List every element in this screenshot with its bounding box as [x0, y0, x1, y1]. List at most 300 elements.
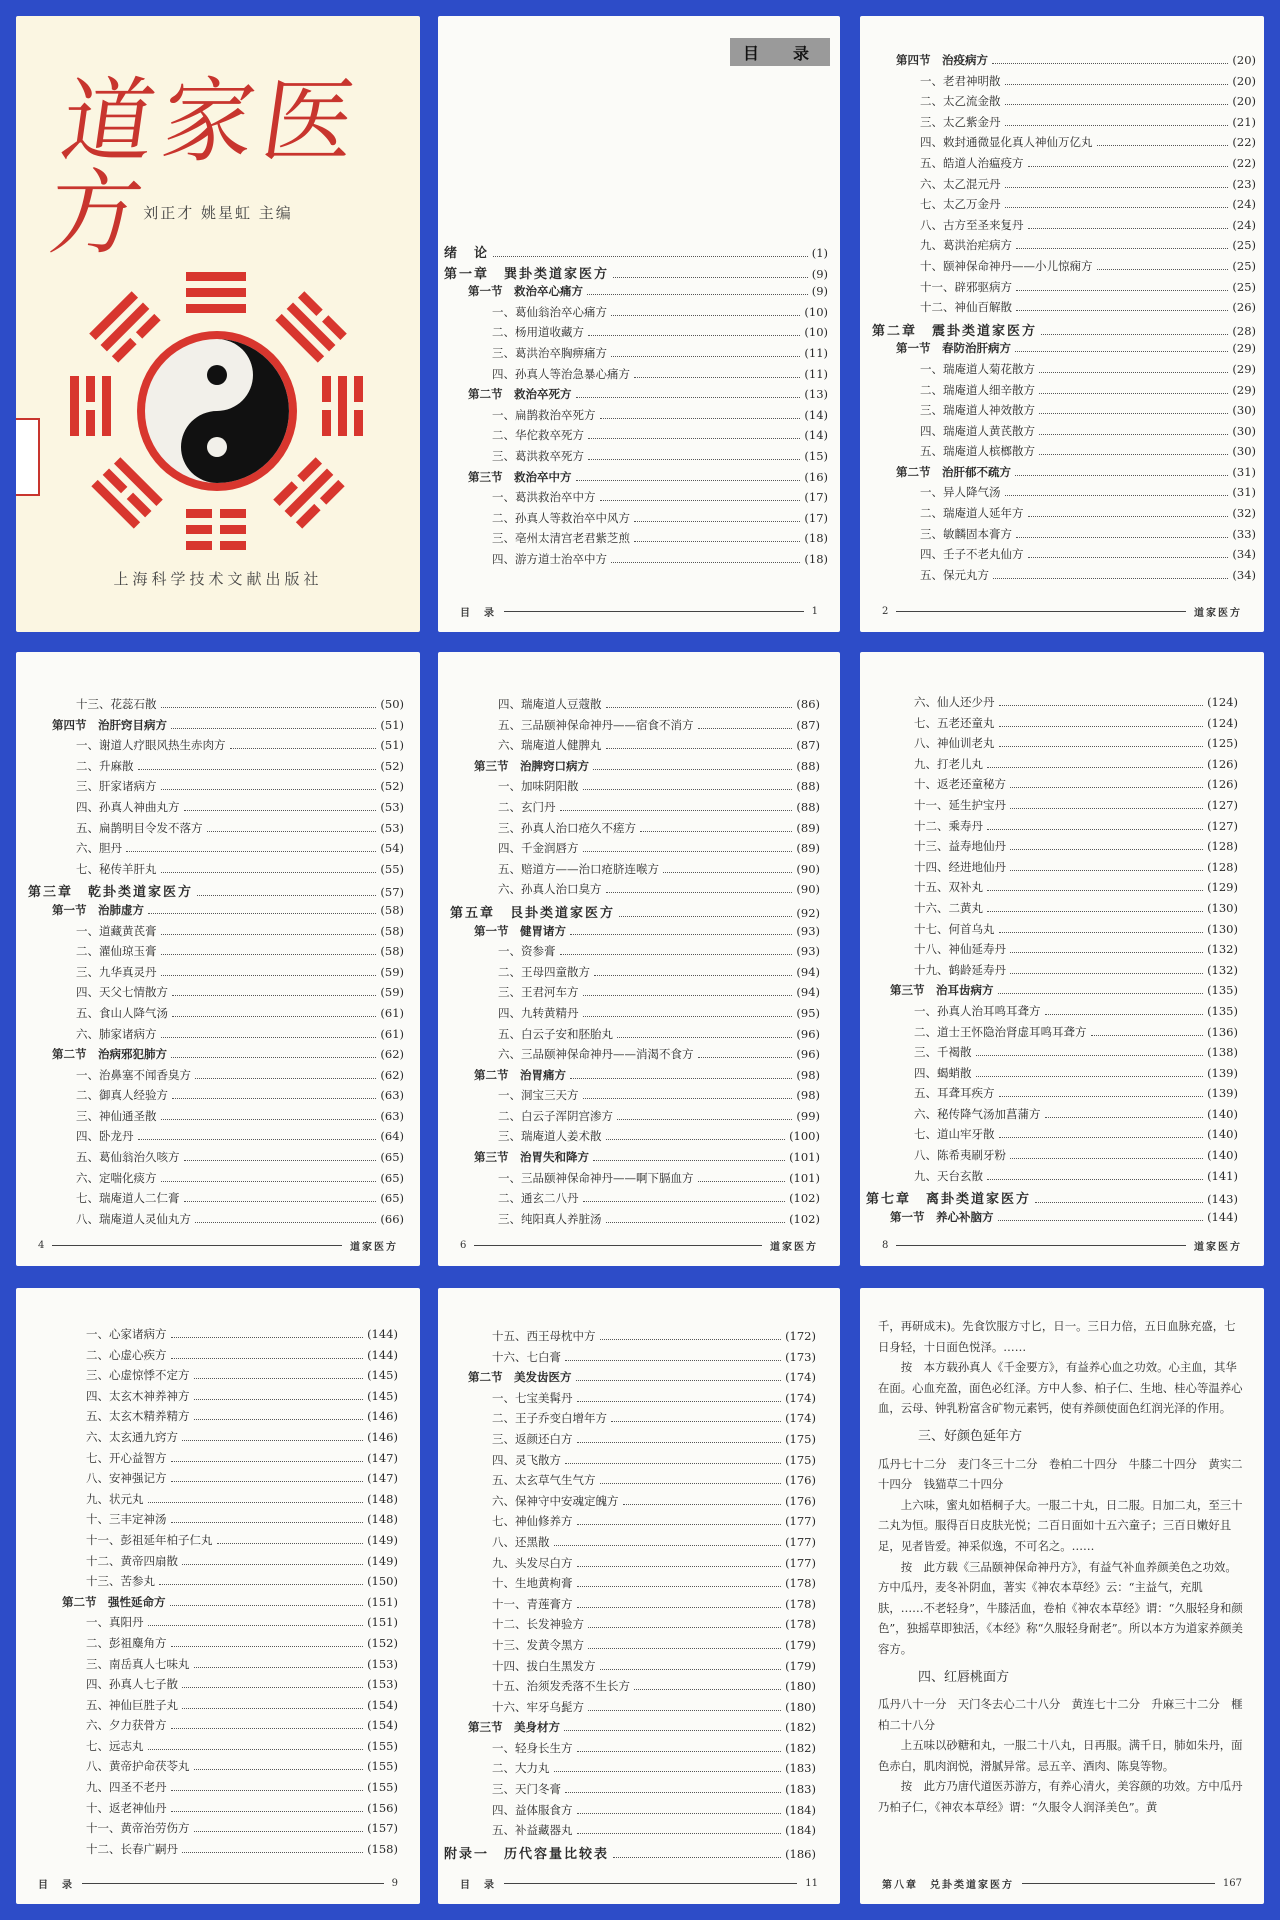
toc-entry [38, 1408, 398, 1429]
toc-leader-dots [1015, 342, 1228, 352]
toc-entry-title: 八、安神强记方 [86, 1471, 167, 1486]
toc-entry-title: 一、七宝美髯丹 [492, 1390, 573, 1405]
toc-page-number: (155) [367, 1759, 398, 1774]
paragraph: 上六味，蜜丸如梧桐子大。一服二十丸，日二服。日加二丸，至三十二丸为恒。服得百日皮肤光悦；二百日面如十五六童子；三百日嫩好且足，见者皆爱。神采似逸，不可名之。…… [878, 1497, 1243, 1553]
toc-entry-title: 一、洞宝三天方 [498, 1088, 579, 1103]
toc-entry-title: 十五、双补丸 [914, 880, 983, 895]
toc-entry-title: 一、孙真人治耳鸣耳聋方 [914, 1003, 1041, 1018]
toc-entry [866, 962, 1238, 983]
toc-page-number: (135) [1207, 1003, 1238, 1018]
toc-entry-title: 九、天台玄散 [914, 1168, 983, 1183]
toc-entry-title: 一、真阳丹 [86, 1615, 144, 1630]
toc-entry [450, 778, 820, 799]
toc-page-number: (14) [804, 407, 828, 422]
toc-entry [872, 237, 1256, 258]
toc-entry [866, 1209, 1238, 1230]
toc-entry [38, 1491, 398, 1512]
toc-entry [38, 1841, 398, 1862]
toc-leader-dots [999, 1087, 1204, 1097]
toc-entry-title: 五、扁鹊明目令发不落方 [76, 820, 203, 835]
toc-leader-dots [171, 1513, 364, 1523]
toc-entry-title: 十四、拔白生黑发方 [492, 1658, 596, 1673]
toc-entry-title: 八、古方至圣来复丹 [920, 217, 1024, 232]
toc-entry-title: 五、保元丸方 [920, 567, 989, 582]
toc-page-number: (128) [1207, 859, 1238, 874]
toc-page-number: (126) [1207, 777, 1238, 792]
toc-page-number: (143) [1207, 1192, 1238, 1207]
toc-entry [38, 1470, 398, 1491]
toc-entry-title: 二、王子乔变白增年方 [492, 1411, 607, 1426]
toc-entry-title: 十一、延生护宝丹 [914, 797, 1006, 812]
toc-entry [450, 1149, 820, 1170]
toc-entry-title: 六、三品颐神保命神丹——消渴不食方 [498, 1047, 694, 1062]
toc-leader-dots [1097, 260, 1229, 270]
toc-entry-title: 四、九转黄精丹 [498, 1005, 579, 1020]
toc-leader-dots [171, 1637, 364, 1647]
toc-page-number: (152) [367, 1635, 398, 1650]
toc-entry [866, 982, 1238, 1003]
toc-entry-title: 一、轻身长生方 [492, 1740, 573, 1755]
toc-entry-title: 十一、辟邪驱病方 [920, 279, 1012, 294]
toc-entry-title: 十、返老神仙丹 [86, 1800, 167, 1815]
toc-leader-dots [194, 1822, 364, 1832]
toc-leader-dots [194, 1390, 364, 1400]
toc-entry [38, 1635, 398, 1656]
toc-entry [872, 258, 1256, 279]
toc-leader-dots [194, 1369, 364, 1379]
toc-entry-title: 八、黄帝护命茯苓丸 [86, 1759, 190, 1774]
toc-leader-dots [576, 471, 801, 481]
toc-leader-dots [606, 1130, 786, 1140]
page-footer: 2 道家医方 [882, 605, 1242, 619]
toc-page-number: (128) [1207, 839, 1238, 854]
toc-page-number: (20) [1232, 73, 1256, 88]
toc-entry [28, 964, 404, 985]
toc-page-number: (52) [380, 779, 404, 794]
toc-page-number: (138) [1207, 1045, 1238, 1060]
toc-entry-title: 五、三品颐神保命神丹——宿食不消方 [498, 717, 694, 732]
toc-leader-dots [992, 54, 1228, 64]
toc-entry-title: 五、神仙巨胜子丸 [86, 1697, 178, 1712]
toc-entry [872, 217, 1256, 238]
toc-leader-dots [1016, 281, 1228, 291]
toc-entry-title: 五、补益藏器丸 [492, 1823, 573, 1838]
toc-entry-title: 十三、花蕊石散 [76, 697, 157, 711]
toc-leader-dots [577, 1557, 782, 1567]
toc-entry-title: 五、耳聋耳疾方 [914, 1086, 995, 1101]
toc-entry-title: 六、夕力获骨方 [86, 1718, 167, 1733]
toc-page-number: (22) [1232, 135, 1256, 150]
toc-entry-title: 一、三品颐神保命神丹——啊下膈血方 [498, 1170, 694, 1185]
toc-entry-title: 附录一 历代容量比较表 [444, 1846, 610, 1862]
toc-entry-title: 二、大力丸 [492, 1761, 550, 1776]
toc-entry-title: 三、南岳真人七味丸 [86, 1656, 190, 1671]
toc-entry [872, 402, 1256, 423]
toc-entry-title: 第一节 治肺虚方 [52, 902, 144, 917]
toc-entry [38, 1656, 398, 1677]
toc-leader-dots [148, 904, 376, 914]
toc-leader-dots [611, 553, 800, 563]
toc-entry-title: 三、葛洪救卒死方 [492, 448, 584, 463]
toc-entry [866, 1126, 1238, 1147]
toc-entry [38, 1553, 398, 1574]
toc-entry [444, 1658, 816, 1679]
toc-page-number: (140) [1207, 1106, 1238, 1121]
toc-entry [450, 984, 820, 1005]
toc-entry-title: 第三章 乾卦类道家医方 [28, 885, 194, 901]
toc-page-number: (87) [796, 717, 820, 732]
toc-leader-dots [171, 1719, 364, 1729]
toc-entry [444, 427, 828, 448]
toc-leader-dots [593, 760, 792, 770]
toc-page-number: (66) [380, 1211, 404, 1226]
toc-entry [444, 1699, 816, 1720]
toc-entry [866, 776, 1238, 797]
toc-entry [450, 799, 820, 820]
toc-entry-title: 七、神仙修养方 [492, 1514, 573, 1529]
toc-entry [38, 1450, 398, 1471]
toc-leader-dots [184, 1151, 377, 1161]
toc-leader-dots [577, 1804, 782, 1814]
toc-entry [872, 464, 1256, 485]
toc-leader-dots [577, 1577, 782, 1587]
toc-entry-title: 第三节 救治卒中方 [468, 469, 572, 484]
toc-leader-dots [577, 1598, 782, 1608]
toc-entry [444, 1555, 816, 1576]
toc-entry-title: 七、开心益智方 [86, 1450, 167, 1465]
toc-page-number: (58) [380, 923, 404, 938]
toc-entry-title: 七、五老还童丸 [914, 715, 995, 730]
toc-leader-dots [576, 388, 801, 398]
toc-page-number: (20) [1232, 53, 1256, 67]
toc-entry-title: 六、秘传降气汤加菖蒲方 [914, 1106, 1041, 1121]
toc-leader-dots [1005, 75, 1229, 85]
toc-entry-title: 第二节 治胃痛方 [474, 1067, 566, 1082]
toc-page-number: (88) [796, 779, 820, 794]
toc-page-number: (51) [380, 717, 404, 732]
toc-leader-dots [613, 268, 808, 278]
toc-entry [38, 1532, 398, 1553]
toc-entry [444, 1410, 816, 1431]
toc-page-number: (31) [1232, 464, 1256, 479]
toc-entry [444, 1822, 816, 1843]
toc-leader-dots [172, 1089, 376, 1099]
toc-leader-dots [138, 1130, 377, 1140]
toc-leader-dots [161, 966, 377, 976]
toc-page-number: (135) [1207, 983, 1238, 998]
toc-entry [450, 758, 820, 779]
toc-entry [38, 1429, 398, 1450]
toc-page-2 [860, 16, 1264, 632]
toc-entry [444, 1431, 816, 1452]
toc-leader-dots [1039, 425, 1228, 435]
toc-entry-title: 九、四圣不老丹 [86, 1780, 167, 1795]
toc-entry [28, 840, 404, 861]
toc-leader-dots [197, 886, 376, 896]
cover-title: 道家医方 [42, 68, 371, 267]
toc-entry-title: 二、通玄二八丹 [498, 1191, 579, 1206]
toc-page-number: (148) [367, 1491, 398, 1506]
toc-entry-title: 第七章 离卦类道家医方 [866, 1192, 1032, 1208]
toc-page-number: (147) [367, 1450, 398, 1465]
toc-entry-title: 四、天父七情散方 [76, 985, 168, 1000]
toc-entry-title: 第一节 养心补脑方 [890, 1209, 994, 1224]
toc-leader-dots [987, 881, 1203, 891]
toc-page-number: (130) [1207, 921, 1238, 936]
toc-entry [38, 1820, 398, 1841]
toc-entry [38, 1738, 398, 1759]
toc-entry [872, 546, 1256, 567]
toc-page-number: (90) [796, 882, 820, 897]
toc-leader-dots [1028, 507, 1229, 517]
toc-entry [444, 1760, 816, 1781]
toc-entry-title: 三、心虚惊悸不定方 [86, 1368, 190, 1383]
toc-leader-dots [999, 696, 1204, 706]
toc-entry [444, 1596, 816, 1617]
toc-entry [444, 1493, 816, 1514]
toc-page-number: (154) [367, 1718, 398, 1733]
cover-editors: 刘正才 姚星虹 主编 [143, 204, 293, 222]
toc-leader-dots [195, 1213, 376, 1223]
toc-entry [38, 1717, 398, 1738]
toc-list [444, 1328, 816, 1863]
toc-entry [444, 510, 828, 531]
toc-leader-dots [606, 1213, 786, 1223]
toc-page-number: (180) [785, 1699, 816, 1714]
toc-leader-dots [634, 532, 800, 542]
toc-page-number: (153) [367, 1677, 398, 1692]
toc-page-number: (29) [1232, 361, 1256, 376]
toc-page-number: (178) [785, 1617, 816, 1632]
toc-entry-title: 第二节 治肝郁不疏方 [896, 464, 1011, 479]
toc-leader-dots [998, 1211, 1204, 1221]
toc-leader-dots [182, 1843, 363, 1853]
toc-entry [28, 717, 404, 738]
toc-entry-title: 二、心虚心疾方 [86, 1347, 167, 1362]
toc-page-number: (184) [785, 1823, 816, 1838]
toc-entry-title: 八、还黑散 [492, 1534, 550, 1549]
toc-entry-title: 三、千褐散 [914, 1045, 972, 1060]
toc-entry-title: 六、太玄通九窍方 [86, 1429, 178, 1444]
toc-entry-title: 三、葛洪治卒胸痹痛方 [492, 345, 607, 360]
toc-entry [444, 324, 828, 345]
toc-page-number: (11) [804, 345, 828, 360]
toc-leader-dots [698, 1172, 786, 1182]
toc-page-number: (23) [1232, 176, 1256, 191]
toc-page-number: (94) [796, 964, 820, 979]
page-footer: 目 录 9 [38, 1877, 398, 1891]
toc-entry [866, 1065, 1238, 1086]
page-footer: 第八章 兑卦类道家医方 167 [882, 1877, 1242, 1891]
toc-page-number: (93) [796, 944, 820, 959]
toc-leader-dots [570, 1069, 792, 1079]
toc-entry-title: 五、太玄木精养精方 [86, 1409, 190, 1424]
toc-leader-dots [576, 1371, 782, 1381]
toc-entry [38, 1779, 398, 1800]
toc-entry [866, 756, 1238, 777]
toc-entry-title: 七、远志丸 [86, 1738, 144, 1753]
toc-leader-dots [1016, 239, 1228, 249]
toc-page-number: (58) [380, 944, 404, 959]
toc-entry [28, 758, 404, 779]
toc-entry [28, 1026, 404, 1047]
toc-leader-dots [577, 1392, 782, 1402]
toc-leader-dots [588, 1618, 781, 1628]
toc-leader-dots [577, 1433, 782, 1443]
toc-leader-dots [565, 1454, 781, 1464]
paragraph: 按 此方乃唐代道医苏游方，有养心清火，美容颜的功效。方中瓜丹乃柏子仁，《神农本草经》谓：“久服令人润泽美色”。黄 [878, 1779, 1243, 1815]
toc-entry-title: 十六、七白膏 [492, 1349, 561, 1364]
toc-leader-dots [171, 1452, 364, 1462]
toc-leader-dots [583, 780, 793, 790]
toc-entry-title: 一、资参膏 [498, 944, 556, 959]
toc-page-number: (146) [367, 1409, 398, 1424]
toc-entry-title: 二、道士王怀隐治肾虚耳鸣耳聋方 [914, 1024, 1087, 1039]
toc-leader-dots [161, 863, 377, 873]
toc-entry [444, 1575, 816, 1596]
toc-page-number: (184) [785, 1802, 816, 1817]
toc-page-number: (172) [785, 1329, 816, 1343]
toc-leader-dots [1039, 445, 1228, 455]
toc-page-number: (132) [1207, 942, 1238, 957]
toc-entry-title: 十八、神仙延寿丹 [914, 942, 1006, 957]
toc-entry-title: 十、生地黄枸膏 [492, 1576, 573, 1591]
toc-entry [444, 1678, 816, 1699]
toc-page-1 [438, 16, 840, 632]
toc-list [444, 242, 828, 572]
toc-leader-dots [583, 986, 793, 996]
toc-page-number: (89) [796, 820, 820, 835]
toc-entry-title: 第一章 巽卦类道家医方 [444, 266, 610, 282]
toc-page-number: (129) [1207, 880, 1238, 895]
toc-page-number: (136) [1207, 1024, 1238, 1039]
toc-entry-title: 六、定喘化痰方 [76, 1170, 157, 1185]
toc-entry [450, 1170, 820, 1191]
toc-page-number: (54) [380, 841, 404, 856]
toc-entry [38, 1800, 398, 1821]
toc-leader-dots [493, 247, 808, 257]
toc-leader-dots [1010, 799, 1203, 809]
toc-list [872, 52, 1256, 587]
toc-page-number: (157) [367, 1821, 398, 1836]
toc-leader-dots [663, 863, 792, 873]
toc-entry [866, 838, 1238, 859]
toc-page-number: (127) [1207, 797, 1238, 812]
toc-entry-title: 六、瑞庵道人健脾丸 [498, 738, 602, 753]
toc-leader-dots [1045, 1108, 1204, 1118]
toc-entry [450, 881, 820, 902]
toc-page-number: (177) [785, 1555, 816, 1570]
toc-entry [450, 737, 820, 758]
toc-entry [872, 505, 1256, 526]
toc-entry-title: 十六、二黄丸 [914, 900, 983, 915]
toc-entry-title: 四、太玄木神养神方 [86, 1388, 190, 1403]
toc-page-number: (139) [1207, 1065, 1238, 1080]
toc-entry-title: 第三节 治脾窍口病方 [474, 758, 589, 773]
toc-entry [866, 1024, 1238, 1045]
toc-page-number: (175) [785, 1452, 816, 1467]
toc-leader-dots [619, 907, 792, 917]
paragraph: 上五味以砂糖和丸，一服二十八丸，日再服。满千日，肺如朱丹，面色赤白，肌肉润悦，滑腻异常。忌五辛、酒肉、陈臭等物。 [878, 1738, 1243, 1773]
toc-entry-title: 四、卧龙丹 [76, 1129, 134, 1144]
toc-page-number: (10) [804, 304, 828, 319]
toc-leader-dots [611, 306, 800, 316]
toc-entry [444, 1781, 816, 1802]
toc-entry [450, 923, 820, 944]
toc-entry [450, 1046, 820, 1067]
toc-page-number: (100) [789, 1129, 820, 1144]
toc-entry-title: 第一节 救治卒心痛方 [468, 284, 583, 299]
page-footer: 4 道家医方 [38, 1239, 398, 1253]
toc-entry [28, 902, 404, 923]
toc-entry-title: 四、孙真人七子散 [86, 1677, 178, 1692]
toc-page-number: (153) [367, 1656, 398, 1671]
toc-page-number: (176) [785, 1473, 816, 1488]
toc-page-number: (51) [380, 738, 404, 753]
toc-leader-dots [600, 1660, 782, 1670]
toc-leader-dots [148, 1740, 364, 1750]
toc-page-number: (174) [785, 1390, 816, 1405]
toc-entry-title: 一、谢道人疗眼风热生赤肉方 [76, 738, 226, 753]
toc-leader-dots [161, 925, 377, 935]
toc-entry-title: 五、瑞庵道人槟榔散方 [920, 444, 1035, 459]
toc-entry-title: 第四节 治肝窍目病方 [52, 717, 167, 732]
toc-page-number: (179) [785, 1658, 816, 1673]
toc-leader-dots [987, 902, 1203, 912]
toc-leader-dots [987, 820, 1203, 830]
toc-entry-title: 十二、神仙百解散 [920, 300, 1012, 315]
toc-page-number: (144) [367, 1347, 398, 1362]
toc-page-11 [438, 1288, 840, 1904]
toc-leader-dots [564, 1721, 781, 1731]
toc-leader-dots [1028, 548, 1229, 558]
toc-entry-title: 第二章 震卦类道家医方 [872, 323, 1038, 339]
toc-entry [866, 879, 1238, 900]
toc-page-number: (9) [811, 266, 828, 281]
toc-leader-dots [634, 512, 800, 522]
toc-page-number: (180) [785, 1679, 816, 1694]
section-heading: 四、红唇桃面方 [918, 1669, 1010, 1685]
toc-leader-dots [606, 698, 793, 708]
toc-entry [28, 799, 404, 820]
toc-entry [872, 443, 1256, 464]
toc-leader-dots [148, 1616, 364, 1626]
toc-entry [866, 859, 1238, 880]
toc-entry [450, 1026, 820, 1047]
toc-entry-title: 七、瑞庵道人二仁膏 [76, 1191, 180, 1206]
toc-entry-title: 第五章 艮卦类道家医方 [450, 905, 616, 921]
toc-entry-title: 五、太玄草气生气方 [492, 1473, 596, 1488]
toc-entry-title: 二、杨用道收藏方 [492, 325, 584, 340]
toc-entry-title: 四、孙真人等治急暴心痛方 [492, 366, 630, 381]
toc-leader-dots [184, 1192, 377, 1202]
toc-entry [28, 737, 404, 758]
toc-entry [450, 964, 820, 985]
toc-page-number: (20) [1232, 94, 1256, 109]
toc-page-number: (50) [380, 697, 404, 711]
toc-leader-dots [993, 569, 1228, 579]
toc-page-number: (101) [789, 1150, 820, 1165]
toc-leader-dots [583, 1192, 786, 1202]
toc-entry-title: 二、瑞庵道人细辛散方 [920, 382, 1035, 397]
toc-leader-dots [583, 1089, 793, 1099]
toc-page-number: (102) [789, 1211, 820, 1226]
toc-entry-title: 四、瑞庵道人豆蔻散 [498, 697, 602, 711]
toc-entry [450, 1067, 820, 1088]
toc-page-number: (59) [380, 985, 404, 1000]
toc-page-number: (144) [1207, 1209, 1238, 1224]
toc-leader-dots [1028, 219, 1229, 229]
